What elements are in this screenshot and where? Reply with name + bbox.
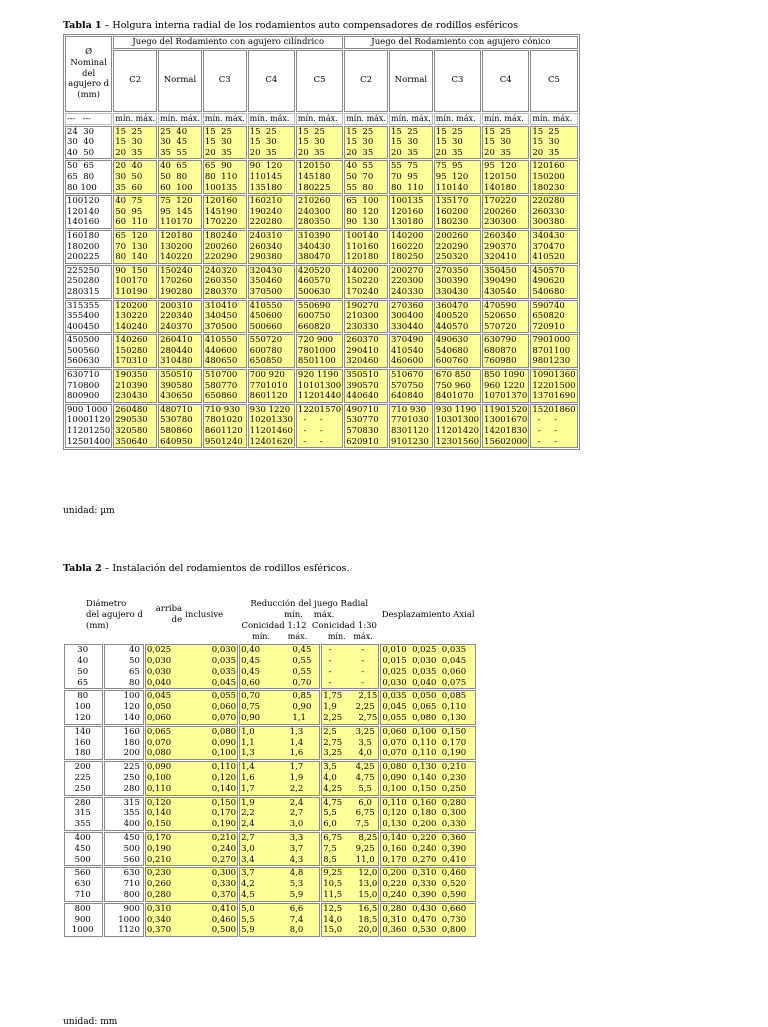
clearance-value-cell: 710 930 7701030 8301120 9101230 (389, 404, 433, 448)
clearance-value-cell: 160210 190240 220280 (248, 195, 295, 229)
inclusive-diameter-cell: 630 710 800 (104, 867, 143, 901)
table-row (64, 761, 476, 795)
table-row (64, 690, 476, 724)
over-diameter-cell: 400 450 500 (64, 832, 103, 866)
clearance-value-cell: 720 900 7801000 8501100 (296, 334, 343, 368)
minmax-label: mín. máx. (248, 113, 295, 125)
clearance-value-cell: 470590 520650 570720 (482, 300, 529, 334)
taper12-max-label: máx. (287, 632, 308, 642)
table-row (64, 797, 476, 831)
taper-30-cell: 12,5 16,5 14,0 18,5 15,0 20,0 (323, 903, 378, 936)
clearance-value-cell: 140200 160220 180250 (389, 230, 433, 264)
clearance-value-cell: 120160 145190 170220 (203, 195, 247, 229)
axial-displacement-cell: 0,010 0,025 0,035 0,015 0,030 0,045 0,025 0,035 0,060 0,030 0,040 0,075 (380, 644, 476, 689)
inclusive-diameter-cell: 40 50 65 80 (104, 644, 143, 689)
inclusive-header: inclusive (185, 609, 224, 620)
taper-12-cell: 5,0 6,6 5,5 7,4 5,9 8,0 (239, 903, 320, 937)
axial-displacement-cell: 0,110 0,160 0,280 0,120 0,180 0,300 0,130 0,200 0,330 (380, 797, 476, 831)
taper-30-cell: 3,5 4,25 4,0 4,75 4,25 5,5 (321, 761, 379, 795)
taper-30-cell: 2,5 3,25 2,75 3,5 3,25 4,0 (321, 726, 379, 760)
over-diameter-cell: 280 315 355 (64, 797, 103, 831)
bore-diameter-cell: 630710 710800 800900 (65, 369, 112, 403)
clearance-value-cell: 670 850 750 960 8401070 (434, 369, 481, 403)
clearance-value-cell: 270360 300400 330440 (389, 300, 433, 334)
over-diameter-cell: 200 225 250 (64, 761, 103, 795)
minmax-label: mín. máx. (160, 113, 200, 123)
clearance-class-header: C3 (434, 50, 481, 112)
clearance-value-cell: 240310 260340 290380 (248, 230, 295, 264)
clearance-value-cell: 190350 210390 230430 (113, 369, 157, 403)
axial-displacement-cell: 0,060 0,100 0,150 0,070 0,110 0,170 0,070 0,110 0,190 (380, 726, 476, 760)
taper30-minmax-header (321, 632, 379, 643)
clearance-value-cell: 310410 340450 370500 (203, 300, 247, 334)
clearance-value-cell: 240320 260350 280370 (203, 265, 247, 299)
clearance-class-header: C4 (248, 50, 295, 112)
clearance-value-cell: 410550 440600 480650 (203, 334, 247, 368)
clearance-value-cell: 170220 200260 230300 (482, 195, 529, 229)
clearance-value-cell: 15201860 - - - - - - (532, 404, 576, 447)
radial-reduction-cell: 0,045 0,055 0,050 0,060 0,060 0,070 (146, 691, 237, 723)
clearance-value-cell: 140260 150280 170310 (113, 334, 157, 368)
bore-diameter-cell: 24 30 30 40 40 50 (65, 126, 112, 160)
clearance-value-cell: 220280 260330 300380 (530, 195, 577, 229)
bore-diameter-cell: 100120 120140 140160 (65, 195, 112, 229)
bore-diameter-cell: 160180 180200 200225 (65, 230, 112, 264)
radial-reduction-cell: 0,170 0,210 0,190 0,240 0,210 0,270 (146, 832, 237, 865)
clearance-value-cell: 260480 290530 320580 350640 (113, 404, 157, 448)
over-diameter-cell: 30 40 50 65 (64, 644, 103, 689)
minmax-label: mín. máx. (204, 113, 245, 123)
clearance-value-cell: 340430 370470 410520 (530, 230, 577, 264)
inclusive-diameter-cell: 450 500 560 (104, 832, 143, 866)
taper-12-cell: 2,7 3,3 3,0 3,7 3,4 4,3 (239, 832, 320, 866)
taper-30-cell: 6,75 8,25 7,5 9,25 8,5 11,0 (323, 832, 378, 865)
clearance-value-cell: 65 100 80 120 90 130 (344, 195, 388, 229)
minmax-label: mín. máx. (115, 113, 156, 123)
clearance-value-cell: 65 90 80 110 100135 (203, 160, 247, 194)
clearance-value-cell: 200310 220340 240370 (158, 300, 202, 334)
table-row (64, 726, 476, 760)
table1-caption (63, 20, 518, 31)
clearance-class-header: Normal (389, 50, 433, 112)
clearance-class-header: C2 (344, 50, 388, 112)
subheader-spacer-right (380, 632, 476, 643)
clearance-value-cell: 350510 390570 440640 (344, 369, 388, 403)
taper-12-cell: 1,4 1,7 1,6 1,9 1,7 2,2 (239, 761, 320, 795)
bore-diameter-cell: 450500 500560 560630 (65, 334, 112, 368)
clearance-value-cell: 630790 680870 760980 (482, 334, 529, 368)
clearance-value-cell: 550720 600780 650850 (248, 334, 295, 368)
tapered-bore-header: Juego del Rodamiento con agujero cónico (344, 36, 577, 49)
taper-30-cell: 1,75 2,15 1,9 2,25 2,25 2,75 (323, 691, 378, 723)
minmax-label: mín. máx. (390, 113, 431, 123)
clearance-value-cell: 310390 340430 380470 (296, 230, 343, 264)
clearance-value-cell: 75 120 95 145 110170 (158, 195, 202, 229)
clearance-value-cell: 11901520 13001670 14201830 15602000 (484, 404, 528, 447)
clearance-value-cell: 190270 210300 230330 (344, 300, 388, 334)
clearance-value-cell: 510700 580770 650860 (203, 369, 247, 403)
radial-reduction-cell: 0,090 0,110 0,100 0,120 0,110 0,140 (146, 762, 237, 794)
clearance-value-cell: 120200 130220 140240 (113, 300, 157, 334)
clearance-value-cell: 350510 390580 430650 (158, 369, 202, 403)
bore-diameter-cell: 900 1000 10001120 11201250 12501400 (67, 404, 111, 447)
taper-12-cell: 1,9 2,4 2,2 2,7 2,4 3,0 (239, 797, 320, 831)
clearance-class-header: C3 (203, 50, 247, 112)
taper-30-cell: 9,25 12,0 10,5 13,0 11,5 15,0 (323, 868, 378, 900)
over-diameter-cell: 800 900 1000 (64, 903, 103, 937)
clearance-value-cell: 15 25 15 30 20 35 (344, 126, 388, 160)
clearance-value-cell: 200270 220300 240330 (389, 265, 433, 299)
clearance-value-cell: 15 25 15 30 20 35 (482, 126, 529, 160)
table-row (65, 195, 578, 229)
clearance-value-cell: 710 930 7801020 8601120 9501240 (203, 404, 247, 448)
clearance-value-cell: 850 1090 960 1220 10701370 (484, 370, 528, 402)
clearance-class-header: Normal (158, 50, 202, 112)
clearance-value-cell: 590740 650820 720910 (530, 300, 577, 334)
bore-diameter-cell: 50 65 65 80 80 100 (65, 160, 112, 194)
clearance-value-cell: 480710 530780 580860 640950 (158, 404, 202, 448)
table-row (65, 334, 578, 368)
bore-diameter-cell: 225250 250280 280315 (65, 265, 112, 299)
radial-reduction-cell: 0,230 0,300 0,260 0,330 0,280 0,370 (146, 868, 237, 900)
clearance-value-cell: 15 25 15 30 20 35 (203, 126, 247, 160)
taper-12-cell: 0,70 0,85 0,75 0,90 0,90 1,1 (239, 690, 320, 724)
minmax-left-label: --- --- (65, 113, 112, 125)
taper-30-cell: - - - - - - - - (321, 644, 379, 689)
clearance-value-cell: 100135 120160 130180 (389, 195, 433, 229)
table2-caption-text: – Instalación del rodamientos de rodillos esféricos. (101, 563, 350, 574)
clearance-class-header: C5 (530, 50, 577, 112)
clearance-value-cell: 210260 240300 280350 (296, 195, 343, 229)
clearance-value-cell: 15 25 15 30 20 35 (530, 126, 577, 160)
table-row (64, 644, 476, 689)
bore-diameter-header: Diámetro del agujero d (mm) (86, 599, 143, 631)
taper12-minmax-header (239, 632, 320, 643)
clearance-value-cell: 370490 410540 460600 (389, 334, 433, 368)
table1-unit: unidad: µm (63, 506, 115, 516)
table-row (65, 230, 578, 264)
clearance-class-header: C2 (113, 50, 157, 112)
clearance-value-cell: 360470 400520 440570 (434, 300, 481, 334)
minmax-label: mín. máx. (530, 113, 577, 125)
inclusive-diameter-cell: 100 120 140 (104, 690, 143, 724)
clearance-value-cell: 120150 145180 180225 (296, 160, 343, 194)
cylindrical-bore-header: Juego del Rodamiento con agujero cilíndrico (113, 36, 343, 49)
taper-12-cell: 1,0 1,3 1,1 1,4 1,3 1,6 (239, 726, 320, 760)
axial-displacement-cell: 0,280 0,430 0,660 0,310 0,470 0,730 0,360 0,530 0,800 (380, 903, 476, 937)
clearance-value-cell: 490710 530770 570830 620910 (344, 404, 388, 448)
clearance-value-cell: 15 25 15 30 20 35 (248, 126, 295, 160)
taper30-min-label: mín. (327, 632, 346, 642)
radial-reduction-cell: 0,065 0,080 0,070 0,090 0,080 0,100 (146, 726, 237, 759)
clearance-value-cell: 7901000 8701100 9801230 (530, 334, 577, 368)
table1-caption-text: – Holgura interna radial de los rodamientos auto compensadores de rodillos esféricos (101, 20, 519, 31)
radial-reduction-cell: 0,310 0,410 0,340 0,460 0,370 0,500 (146, 903, 237, 936)
clearance-value-cell: 120160 150200 180230 (530, 160, 577, 194)
clearance-value-cell: 550690 600750 660820 (296, 300, 343, 334)
clearance-value-cell: 350450 390490 430540 (482, 265, 529, 299)
table-row (65, 265, 578, 299)
table-row (65, 300, 578, 334)
clearance-value-cell: 15 25 15 30 20 35 (296, 126, 343, 160)
inclusive-diameter-cell: 315 355 400 (104, 797, 143, 831)
clearance-value-cell: 120180 130200 140220 (158, 230, 202, 264)
table-row (64, 832, 476, 866)
axial-displacement-cell: 0,200 0,310 0,460 0,220 0,330 0,520 0,240 0,390 0,590 (380, 867, 476, 901)
minmax-label: mín. máx. (482, 113, 529, 125)
radial-clearance-table (63, 34, 580, 450)
over-diameter-cell: 140 160 180 (64, 726, 103, 760)
clearance-value-cell: 100140 110160 120180 (344, 230, 388, 264)
clearance-value-cell: 140200 150220 170240 (344, 265, 388, 299)
axial-displacement-cell: 0,140 0,220 0,360 0,160 0,240 0,390 0,170 0,270 0,410 (380, 832, 476, 866)
clearance-value-cell: 10901360 12201500 13701690 (532, 370, 576, 402)
clearance-value-cell: 320430 350460 370500 (248, 265, 295, 299)
clearance-value-cell: 260340 290370 320410 (482, 230, 529, 264)
installation-table (63, 598, 477, 938)
clearance-value-cell: 90 120 110145 135180 (248, 160, 295, 194)
clearance-value-cell: 90 150 100170 110190 (113, 265, 157, 299)
axial-displacement-cell: 0,035 0,050 0,085 0,045 0,065 0,110 0,055 0,080 0,130 (380, 690, 476, 724)
table-row (65, 404, 578, 448)
over-diameter-cell: 80 100 120 (64, 690, 103, 724)
table-row (65, 126, 578, 160)
table2-unit: unidad: mm (63, 1017, 118, 1027)
clearance-value-cell: 260370 290410 320460 (344, 334, 388, 368)
clearance-value-cell: 40 75 50 95 60 110 (113, 195, 157, 229)
table-row (65, 160, 578, 194)
over-diameter-cell: 560 630 710 (64, 867, 103, 901)
minmax-label: mín. máx. (296, 113, 343, 125)
clearance-value-cell: 510670 570750 640840 (389, 369, 433, 403)
clearance-value-cell: 270350 300390 330430 (434, 265, 481, 299)
clearance-value-cell: 420520 460570 500630 (296, 265, 343, 299)
clearance-value-cell: 15 25 15 30 20 35 (389, 126, 433, 160)
radial-reduction-cell: 0,120 0,150 0,140 0,170 0,150 0,190 (146, 797, 237, 830)
clearance-value-cell: 700 920 7701010 8601120 (248, 369, 295, 403)
clearance-value-cell: 450570 490620 540680 (530, 265, 577, 299)
clearance-value-cell: 490630 540680 600760 (434, 334, 481, 368)
clearance-value-cell: 260410 280440 310480 (158, 334, 202, 368)
clearance-value-cell: 150240 170260 190280 (158, 265, 202, 299)
taper30-max-label: máx. (353, 632, 373, 642)
clearance-value-cell: 20 40 30 50 35 60 (113, 160, 157, 194)
clearance-value-cell: 15 25 15 30 20 35 (113, 126, 157, 160)
clearance-value-cell: 40 65 50 80 60 100 (158, 160, 202, 194)
table-row (64, 867, 476, 901)
clearance-value-cell: 920 1190 10101300 11201440 (297, 370, 342, 402)
clearance-value-cell: 55 75 70 95 80 110 (389, 160, 433, 194)
taper12-min-label: mín. (252, 632, 270, 642)
table1-caption-label: Tabla 1 (63, 20, 102, 31)
clearance-value-cell: 200260 220290 250320 (434, 230, 481, 264)
clearance-value-cell: 65 120 70 130 80 140 (113, 230, 157, 264)
table-row (65, 369, 578, 403)
minmax-label: mín. máx. (346, 113, 386, 123)
inclusive-diameter-cell: 900 1000 1120 (104, 903, 143, 937)
table2-caption-label: Tabla 2 (63, 563, 102, 574)
taper-12-cell: 3,7 4,8 4,2 5,3 4,5 5,9 (239, 867, 320, 901)
taper-12-cell: 0,40 0,45 0,45 0,55 0,45 0,55 0,60 0,70 (239, 644, 320, 689)
bore-diameter-cell: 315355 355400 400450 (65, 300, 112, 334)
clearance-value-cell: 135170 160200 180230 (434, 195, 481, 229)
diameter-header: Ø Nominal del agujero d (mm) (65, 36, 112, 112)
clearance-value-cell: 180240 200260 220290 (203, 230, 247, 264)
clearance-value-cell: 25 40 30 45 35 55 (158, 126, 202, 160)
over-header: arriba de (155, 604, 183, 626)
inclusive-diameter-cell: 225 250 280 (104, 761, 143, 795)
clearance-value-cell: 75 95 95 120 110140 (434, 160, 481, 194)
clearance-value-cell: 15 25 15 30 20 35 (434, 126, 481, 160)
clearance-value-cell: 410550 450600 500660 (248, 300, 295, 334)
radial-reduction-cell: 0,025 0,030 0,030 0,035 0,030 0,035 0,040 0,045 (146, 645, 237, 688)
axial-displacement-cell: 0,080 0,130 0,210 0,090 0,140 0,230 0,100 0,150 0,250 (380, 761, 476, 795)
clearance-value-cell: 12201570 - - - - - - (297, 404, 342, 447)
radial-reduction-header: Reducción del juego Radial mín. máx. Conicidad 1:12 Conicidad 1:30 (241, 599, 377, 631)
clearance-value-cell: 40 55 50 70 55 80 (344, 160, 388, 194)
table2-caption (63, 563, 350, 574)
clearance-class-header: C5 (296, 50, 343, 112)
clearance-value-cell: 930 1190 10301300 11201420 12301560 (435, 404, 480, 447)
clearance-value-cell: 930 1220 10201330 11201460 12401620 (249, 404, 293, 447)
table-row (64, 903, 476, 937)
clearance-class-header: C4 (482, 50, 529, 112)
axial-displacement-header: Desplazamiento Axial (381, 609, 475, 620)
taper-30-cell: 4,75 6,0 5,5 6,75 6,0 7,5 (321, 797, 379, 831)
clearance-value-cell: 95 120 120150 140180 (482, 160, 529, 194)
inclusive-diameter-cell: 160 180 200 (104, 726, 143, 760)
minmax-label: mín. máx. (434, 113, 481, 125)
subheader-spacer (64, 632, 238, 643)
